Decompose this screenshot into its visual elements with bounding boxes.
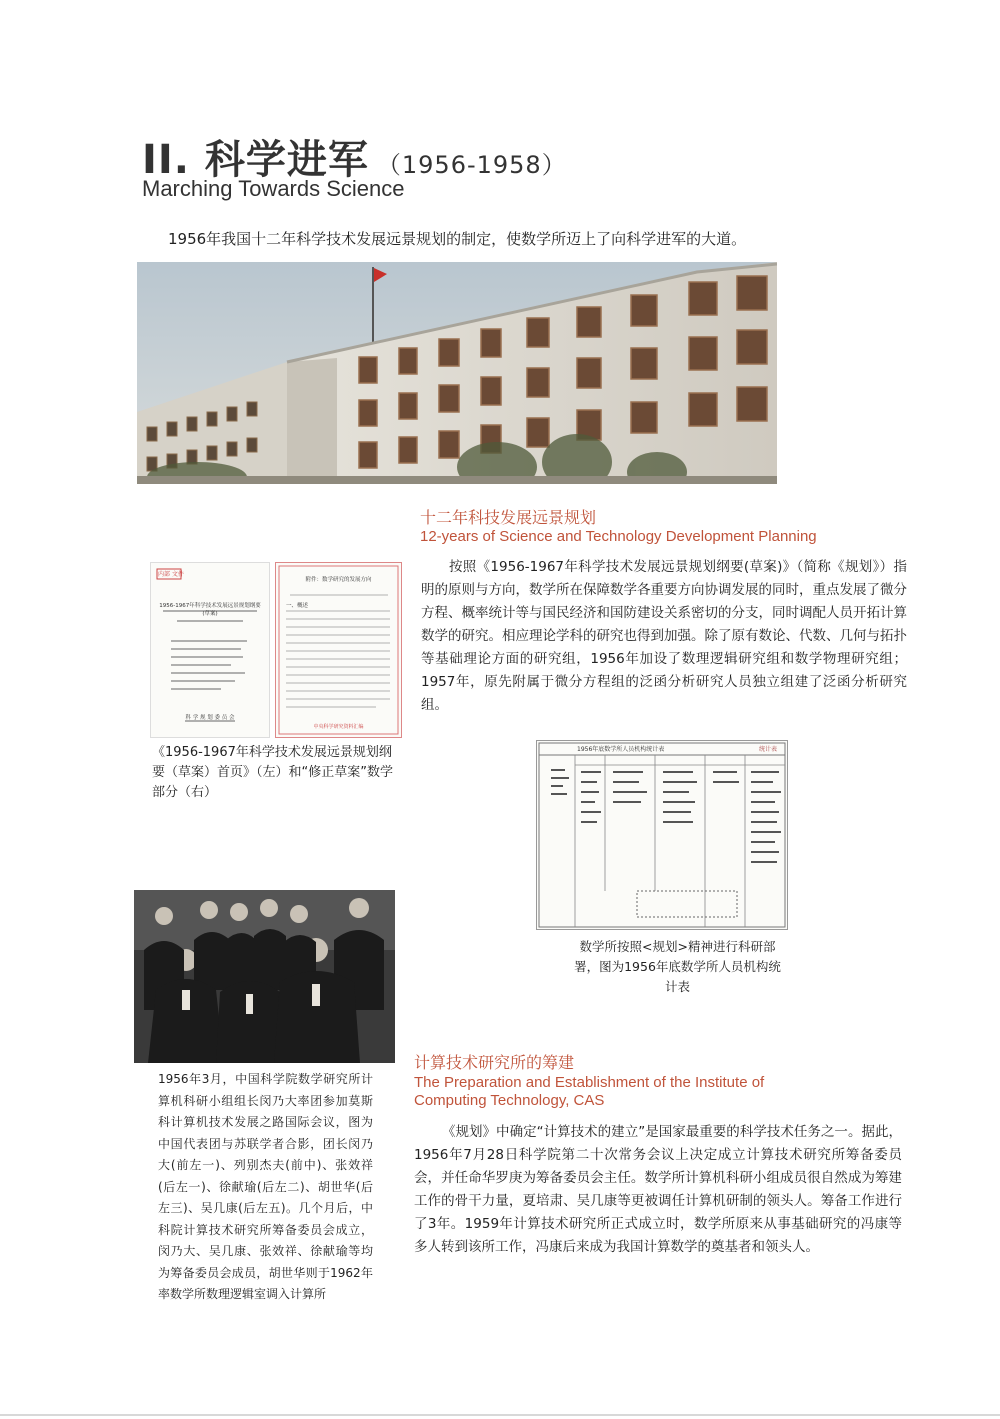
caption-plan-documents: 《1956-1967年科学技术发展远景规划纲要（草案）首页》（左）和“修正草案”数学部分（右） [152, 745, 393, 800]
statistics-table-corner: 统计表 [758, 746, 777, 753]
plan-document-right-illustration [276, 563, 401, 737]
section2-body: 《规划》中确定“计算技术的建立”是国家最重要的科学技术任务之一。据此，1956年7月28日科学院第二十次常务会议上决定成立计算技术研究所筹备委员会，并任命华罗庚为筹备委员会主任。数学所计算机科研小组成员很自然成为筹建工作的骨干力量，夏培肃、吴几康等更被调任计算机研制的领头人。筹备工作进行了3年。1959年计算技术研究所正式成立时，数学所原来从事基础研究的冯康等多人转到该所工作，冯康后来成为我国计算数学的奠基者和领头人。 [414, 1124, 902, 1255]
statistics-table-illustration [537, 741, 787, 929]
statistics-table-header: 1956年底数学所人员机构统计表 [577, 746, 665, 753]
scan-edge-bottom [0, 1414, 1000, 1416]
building-illustration [137, 262, 777, 484]
building-photo [137, 262, 777, 484]
plan-document-right-footer: 中央科学研究资料汇编 [313, 724, 364, 730]
section1-title-zh: 十二年科技发展远景规划 [420, 508, 597, 527]
plan-document-right-section: 一、概述 [286, 603, 309, 609]
section2-title-en: The Preparation and Establishment of the Institute of Computing Technology, CAS [414, 1074, 765, 1109]
plan-document-left-title: 1956-1967年科学技术发展远景规划纲要(草案) [159, 603, 261, 617]
delegation-group-photo [134, 890, 395, 1063]
section1-body: 按照《1956-1967年科学技术发展远景规划纲要(草案)》（简称《规划》）指明的原则与方向，数学所在保障数学各重要方向协调发展的同时，重点发展了微分方程、概率统计等与国民经济和国防建设关系密切的分支，同时调配人员开拓计算数学的研究。相应理论学科的研究也得到加强。除了原有数论、代数、几何与拓扑等基础理论方面的研究组，1956年加设了数理逻辑研究组和数学物理研究组；1957年，原先附属于微分方程组的泛函分析研究人员独立组建了泛函分析研究组。 [421, 559, 907, 713]
caption-statistics-table: 数学所按照<规划>精神进行科研部署，图为1956年底数学所人员机构统计表 [574, 939, 781, 994]
plan-document-left-footer: 科 学 规 划 委 员 会 [185, 715, 235, 721]
caption-group-photo: 1956年3月，中国科学院数学研究所计算机科研小组组长闵乃大率团参加莫斯科计算机技术发展之路国际会议，图为中国代表团与苏联学者合影，团长闵乃大(前左一)、列别杰夫(前中)、张效祥(后左一)、徐献瑜(后左二)、胡世华(后左三)、吴几康(后左五)。几个月后，中科院计算技术研究所筹备委员会成立，闵乃大、吴几康、张效祥、徐献瑜等均为筹备委员会成员，胡世华则于1962年率数学所数理逻辑室调入计算所 [158, 1072, 373, 1301]
statistics-table-image [536, 740, 788, 930]
plan-document-left [150, 562, 270, 738]
plan-document-right [275, 562, 402, 738]
plan-document-left-illustration [151, 563, 269, 737]
section2-title-zh: 计算技术研究所的筹建 [414, 1053, 575, 1072]
title-zh: II. 科学进军 [142, 137, 369, 183]
title-years: （1956-1958） [376, 151, 567, 179]
plan-document-left-stamp: 内部 文件 [158, 571, 184, 578]
plan-document-right-title: 附件：数学研究的发展方向 [305, 577, 372, 583]
section1-title-en: 12-years of Science and Technology Development Planning [420, 528, 817, 545]
intro-text: 1956年我国十二年科学技术发展远景规划的制定，使数学所迈上了向科学进军的大道。 [168, 230, 747, 248]
group-photo-illustration [134, 890, 395, 1063]
page-subtitle-en: Marching Towards Science [142, 176, 405, 201]
